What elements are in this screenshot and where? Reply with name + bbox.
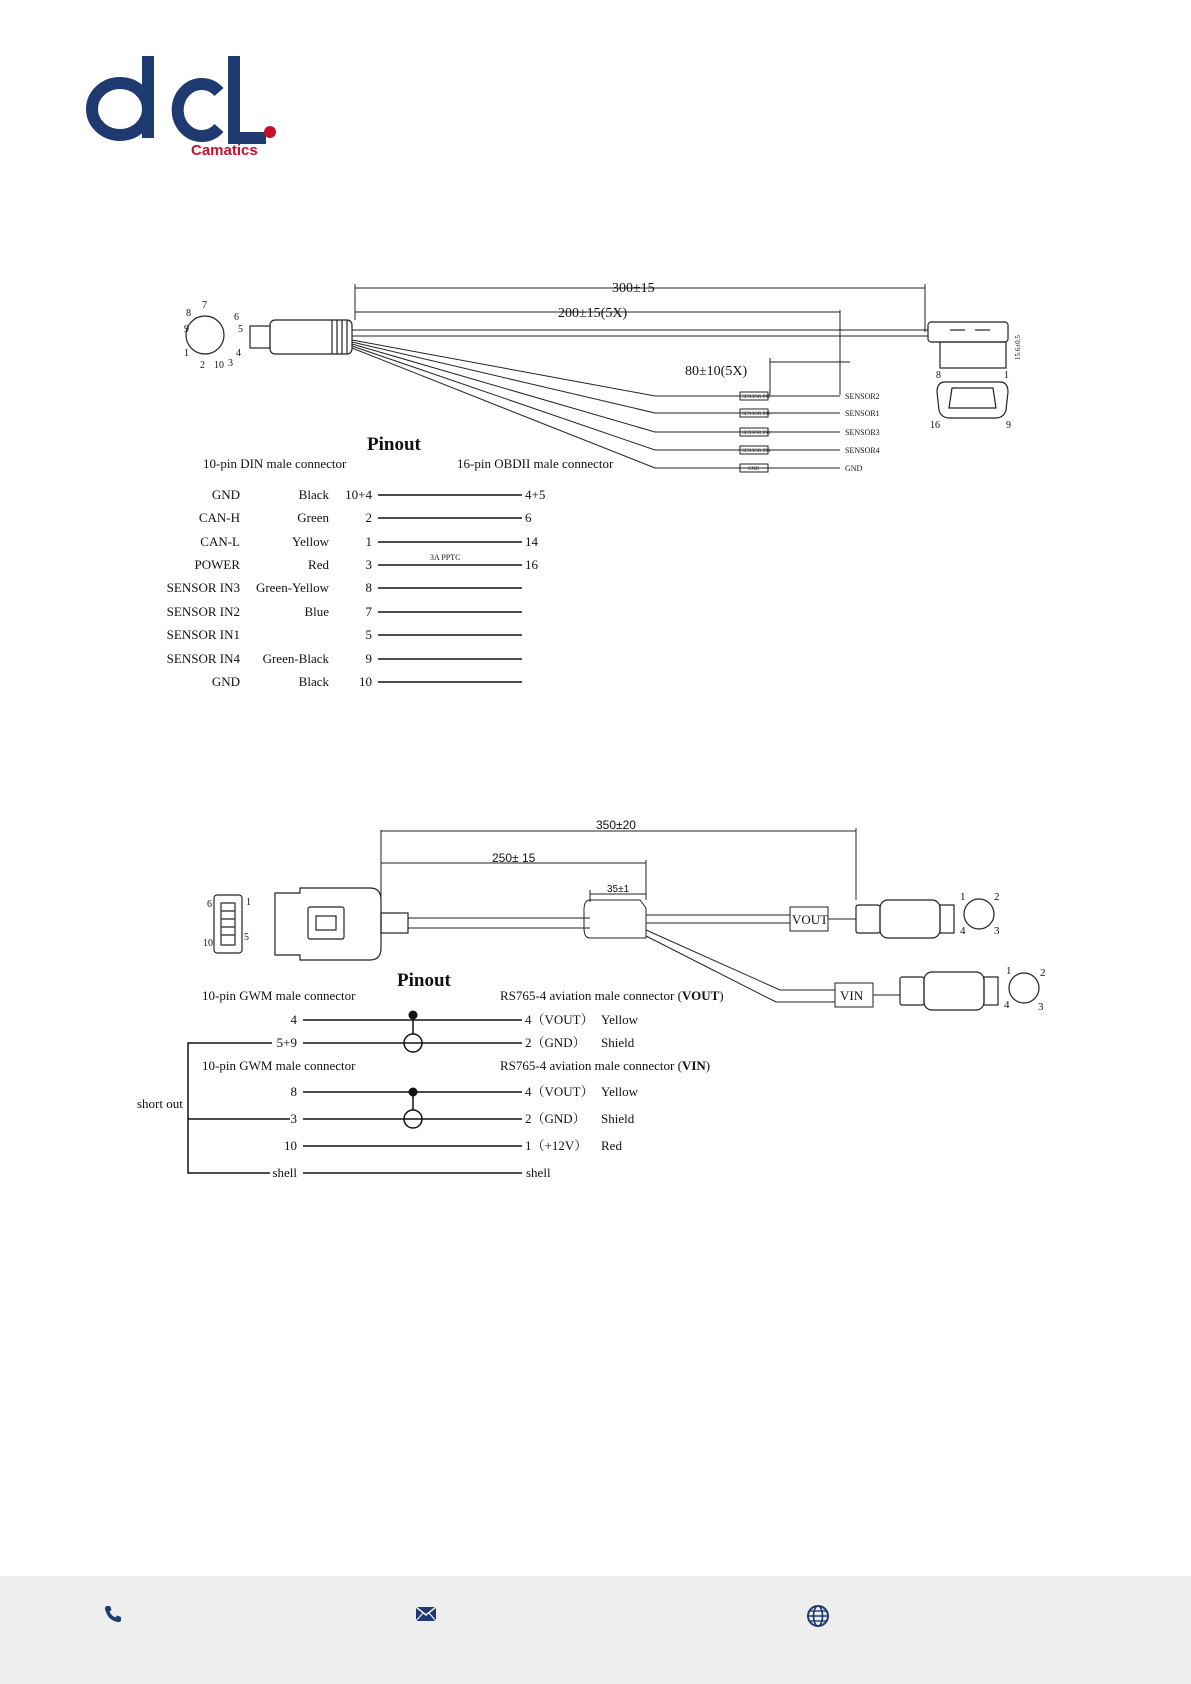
din-pin-labels: [184, 300, 243, 371]
vin-label: VIN: [840, 988, 864, 1003]
svg-text:Blue: Blue: [304, 604, 329, 619]
pinout2-title: Pinout: [397, 970, 451, 991]
svg-text:5: 5: [365, 627, 372, 642]
pinout1-left-header: 10-pin DIN male connector: [203, 456, 347, 471]
pinout1-right-header: 16-pin OBDII male connector: [457, 456, 614, 471]
tag-sensor-in3: SENSOR IN3: [742, 431, 771, 436]
svg-text:SENSOR IN4: SENSOR IN4: [166, 651, 240, 666]
pinout2-header2-right: RS765-4 aviation male connector (VIN): [500, 1058, 711, 1073]
svg-text:2: 2: [1040, 967, 1046, 979]
dim-sensor: 80±10(5X): [685, 364, 748, 379]
main-cable: [352, 330, 928, 336]
svg-text:5: 5: [244, 932, 249, 943]
tag-gnd: GND: [748, 467, 759, 472]
svg-text:3: 3: [994, 925, 1000, 937]
end-gnd: GND: [845, 464, 863, 473]
pinout1-row: [200, 534, 538, 549]
svg-text:8: 8: [365, 580, 372, 595]
svg-text:2: 2: [365, 510, 372, 525]
obd-height-dim: 15.6±0.5: [1014, 335, 1022, 360]
svg-text:2（GND）: 2（GND）: [525, 1035, 586, 1050]
fuse-label: 3A PPTC: [430, 553, 461, 562]
pinout2-vin-rows: [272, 1084, 638, 1180]
cable-tags: [742, 395, 771, 472]
svg-text:1（+12V）: 1（+12V）: [525, 1138, 588, 1153]
svg-text:SENSOR IN1: SENSOR IN1: [166, 627, 240, 642]
svg-text:Green: Green: [297, 510, 329, 525]
pinout1-row: [167, 627, 522, 642]
svg-text:SENSOR IN3: SENSOR IN3: [166, 580, 240, 595]
dcl-logo-mark: [84, 54, 284, 144]
aviation-connector-vin: [900, 972, 1039, 1010]
svg-text:shell: shell: [272, 1165, 297, 1180]
svg-text:10: 10: [203, 938, 213, 949]
svg-text:6: 6: [525, 510, 532, 525]
phone-icon[interactable]: [103, 1604, 123, 1629]
logo: [84, 54, 284, 164]
obd-pin-1: 1: [1004, 370, 1009, 381]
gwm-pin-labels: [203, 897, 251, 949]
obd-pin-16: 16: [930, 420, 940, 431]
svg-text:GND: GND: [211, 674, 240, 689]
svg-text:shell: shell: [526, 1165, 551, 1180]
svg-text:GND: GND: [211, 487, 240, 502]
din-pin-3: 3: [228, 358, 233, 369]
svg-text:10+4: 10+4: [345, 487, 372, 502]
vout-label: VOUT: [792, 912, 829, 927]
pinout1-row: [195, 557, 539, 572]
pinout1-title: Pinout: [367, 434, 421, 455]
tag-sensor-in1: SENSOR IN1: [742, 412, 771, 417]
din-connector-face: [186, 316, 224, 354]
svg-text:5+9: 5+9: [276, 1035, 297, 1050]
svg-text:Black: Black: [298, 487, 329, 502]
svg-text:CAN-L: CAN-L: [200, 534, 240, 549]
logo-subtitle: Camatics: [191, 142, 258, 159]
obd-pin-8: 8: [936, 370, 941, 381]
dim-branch: 200±15(5X): [558, 306, 628, 321]
gwm-plug-body: [275, 888, 408, 960]
svg-text:1: 1: [246, 897, 251, 908]
pinout2-header2-left: 10-pin GWM male connector: [202, 1058, 356, 1073]
svg-text:3: 3: [1038, 1001, 1044, 1013]
svg-text:10: 10: [284, 1138, 297, 1153]
svg-text:1: 1: [365, 534, 372, 549]
pinout1-row: [167, 580, 522, 595]
obd-pin-9: 9: [1006, 420, 1011, 431]
end-sensor1: SENSOR1: [845, 409, 880, 418]
svg-text:8: 8: [290, 1084, 297, 1099]
svg-text:4: 4: [960, 925, 966, 937]
pinout1-rows: [167, 487, 546, 689]
short-out-label: short out: [137, 1096, 183, 1111]
pinout1-row: [212, 487, 546, 502]
footer: [0, 1576, 1191, 1684]
svg-text:1: 1: [1006, 965, 1012, 977]
svg-text:4: 4: [1004, 999, 1010, 1011]
diagram2: [0, 810, 1191, 1190]
svg-text:2: 2: [994, 891, 1000, 903]
svg-text:Black: Black: [298, 674, 329, 689]
svg-text:4（VOUT）: 4（VOUT）: [525, 1084, 594, 1099]
dim-splitter: 35±1: [607, 884, 630, 895]
svg-text:Yellow: Yellow: [292, 534, 329, 549]
din-pin-2: 2: [200, 360, 205, 371]
din-pin-1: 1: [184, 348, 189, 359]
end-sensor3: SENSOR3: [845, 428, 880, 437]
svg-text:2（GND）: 2（GND）: [525, 1111, 586, 1126]
din-pin-5: 5: [238, 324, 243, 335]
pinout2-header1-right: RS765-4 aviation male connector (VOUT): [500, 988, 724, 1003]
din-pin-10: 10: [214, 360, 224, 371]
mail-icon[interactable]: [415, 1604, 437, 1629]
globe-icon[interactable]: [806, 1604, 830, 1633]
svg-text:6: 6: [207, 899, 212, 910]
svg-text:Yellow: Yellow: [601, 1084, 638, 1099]
gwm-connector-face: [214, 895, 242, 953]
svg-text:Green-Yellow: Green-Yellow: [255, 580, 329, 595]
svg-text:Yellow: Yellow: [601, 1012, 638, 1027]
pinout1-row: [167, 604, 522, 619]
din-pin-7: 7: [202, 300, 207, 311]
svg-text:7: 7: [365, 604, 372, 619]
dim-branch-2: 250± 15: [492, 851, 536, 865]
din-pin-4: 4: [236, 348, 241, 359]
pinout1-row: [212, 674, 522, 689]
svg-text:POWER: POWER: [194, 557, 240, 572]
tag-sensor-in4: SENSOR IN4: [742, 449, 771, 454]
svg-text:16: 16: [525, 557, 538, 572]
svg-text:14: 14: [525, 534, 538, 549]
pinout2-vout-rows: [277, 1011, 639, 1053]
pinout2-header1-left: 10-pin GWM male connector: [202, 988, 356, 1003]
din-pin-8: 8: [186, 308, 191, 319]
svg-text:1: 1: [960, 891, 966, 903]
svg-text:3: 3: [290, 1111, 297, 1126]
cable-end-labels: [845, 392, 880, 473]
svg-text:9: 9: [365, 651, 372, 666]
svg-text:4（VOUT）: 4（VOUT）: [525, 1012, 594, 1027]
pinout1-row: [167, 651, 522, 666]
svg-text:Green-Black: Green-Black: [262, 651, 329, 666]
din-pin-9: 9: [184, 324, 189, 335]
obd-pin-labels: [930, 370, 1011, 431]
end-sensor4: SENSOR4: [845, 446, 880, 455]
svg-text:Red: Red: [601, 1138, 622, 1153]
diagram1: [0, 270, 1191, 700]
dim-overall: 300±15: [612, 281, 655, 296]
svg-text:4: 4: [290, 1012, 297, 1027]
pinout1-row: [199, 510, 532, 525]
svg-text:Red: Red: [308, 557, 329, 572]
svg-text:4+5: 4+5: [525, 487, 546, 502]
din-plug-body: [250, 320, 352, 354]
aviation-connector-vout: [856, 899, 994, 938]
end-sensor2: SENSOR2: [845, 392, 880, 401]
din-pin-6: 6: [234, 312, 239, 323]
dimension-lines: [355, 284, 925, 395]
svg-text:10: 10: [359, 674, 372, 689]
svg-text:CAN-H: CAN-H: [198, 510, 240, 525]
tag-sensor-in2: SENSOR IN2: [742, 395, 771, 400]
svg-text:Shield: Shield: [601, 1035, 635, 1050]
svg-text:Shield: Shield: [601, 1111, 635, 1126]
svg-text:SENSOR IN2: SENSOR IN2: [166, 604, 240, 619]
svg-text:3: 3: [365, 557, 372, 572]
dim-overall-2: 350±20: [596, 818, 636, 832]
